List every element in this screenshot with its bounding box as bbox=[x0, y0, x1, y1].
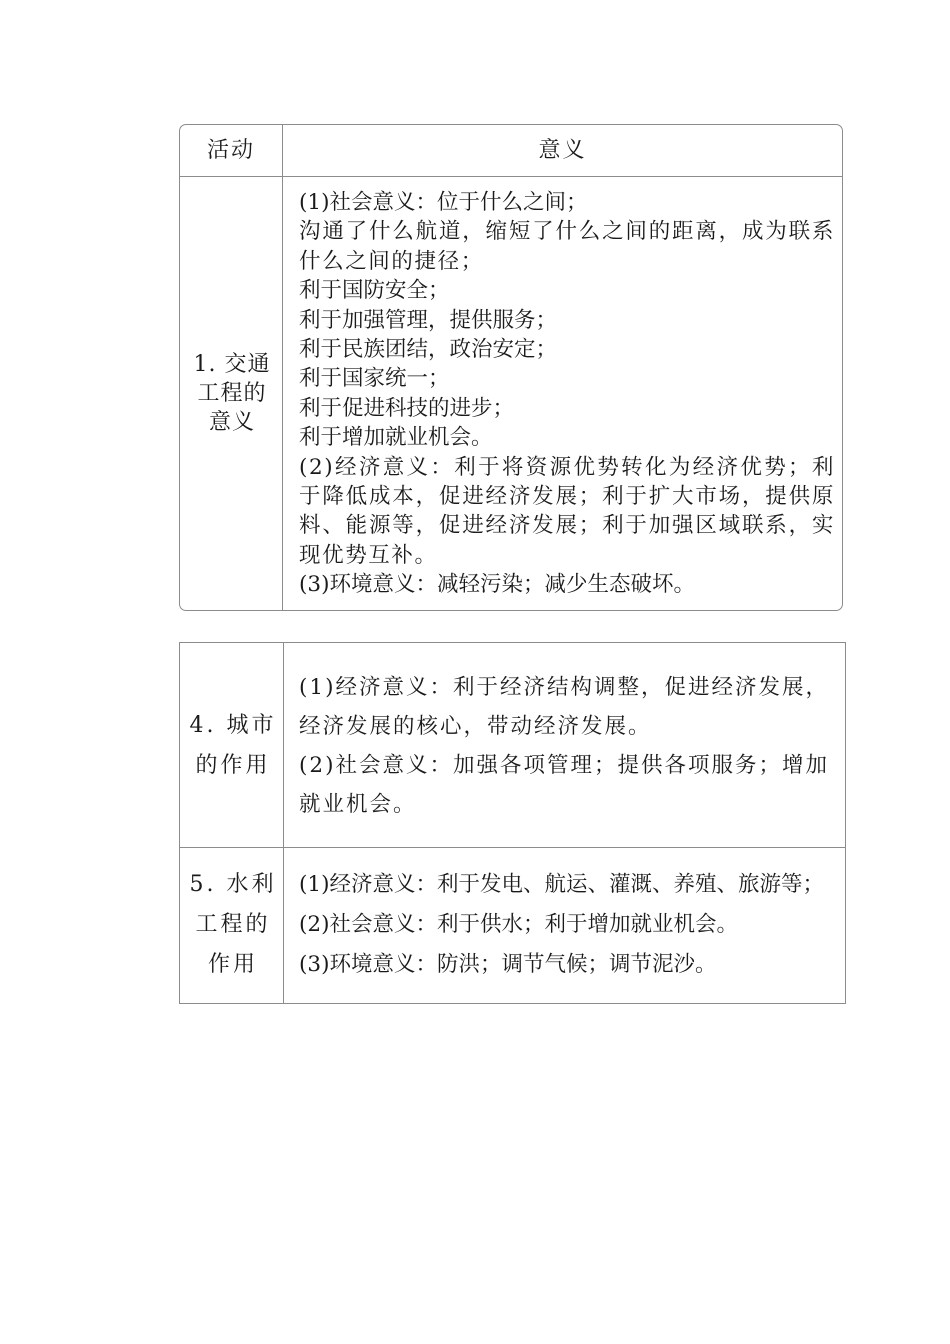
city-water-table bbox=[179, 642, 846, 1004]
activity-label-line: 5. 水利 bbox=[189, 872, 277, 897]
environment-meaning: (3)环境意义：减轻污染；减少生态破坏。 bbox=[299, 572, 695, 598]
social-meaning-item: 利于民族团结，政治安定； bbox=[299, 337, 558, 363]
header-meaning: 意义 bbox=[538, 138, 587, 163]
economic-meaning: (2)经济意义：利于将资源优势转化为经济优势；利于降低成本，促进经济发展；利于扩大市场，提供原料、能源等，促进经济发展；利于加强区域联系，实现优势互补。 bbox=[299, 454, 835, 568]
activity-cell-city bbox=[188, 706, 278, 786]
column-divider bbox=[283, 643, 284, 1004]
activity-label-line: 作用 bbox=[207, 952, 258, 977]
social-meaning-item: 利于促进科技的进步； bbox=[299, 395, 515, 421]
header-activity: 活动 bbox=[206, 138, 255, 163]
social-meaning-item: 利于国防安全； bbox=[299, 278, 450, 304]
meaning-cell-transport bbox=[299, 188, 835, 600]
environment-meaning: (3)环境意义：防洪；调节气候；调节泥沙。 bbox=[299, 952, 717, 977]
activity-label-line: 工程的 bbox=[195, 912, 271, 937]
activity-cell-transport bbox=[188, 177, 276, 610]
transport-engineering-table bbox=[179, 124, 843, 611]
economic-meaning: (1)经济意义：利于经济结构调整，促进经济发展，经济发展的核心，带动经济发展。 bbox=[299, 675, 829, 739]
meaning-cell-city bbox=[299, 668, 834, 824]
social-meaning-item: 利于加强管理，提供服务； bbox=[299, 307, 558, 333]
column-divider bbox=[282, 125, 283, 610]
social-meaning-item: 利于国家统一； bbox=[299, 366, 450, 392]
social-meaning-item: 沟通了什么航道，缩短了什么之间的距离，成为联系什么之间的捷径； bbox=[299, 219, 835, 274]
activity-label-line: 4. 城市 bbox=[189, 713, 277, 738]
activity-label-line: 的作用 bbox=[195, 753, 271, 778]
activity-label-line: 1. 交通 bbox=[193, 352, 271, 377]
social-meaning: (2)社会意义：加强各项管理；提供各项服务；增加就业机会。 bbox=[299, 753, 829, 817]
social-meaning-title: (1)社会意义：位于什么之间； bbox=[299, 190, 588, 215]
activity-label-line: 意义 bbox=[208, 410, 255, 435]
economic-meaning: (1)经济意义：利于发电、航运、灌溉、养殖、旅游等； bbox=[299, 872, 824, 897]
social-meaning: (2)社会意义：利于供水；利于增加就业机会。 bbox=[299, 912, 738, 937]
table-header-row bbox=[180, 125, 842, 177]
row-divider bbox=[180, 1003, 845, 1004]
activity-label-line: 工程的 bbox=[197, 381, 267, 406]
meaning-cell-water bbox=[299, 865, 834, 985]
social-meaning-item: 利于增加就业机会。 bbox=[299, 425, 493, 451]
activity-cell-water bbox=[188, 865, 278, 985]
row-divider bbox=[180, 847, 845, 848]
